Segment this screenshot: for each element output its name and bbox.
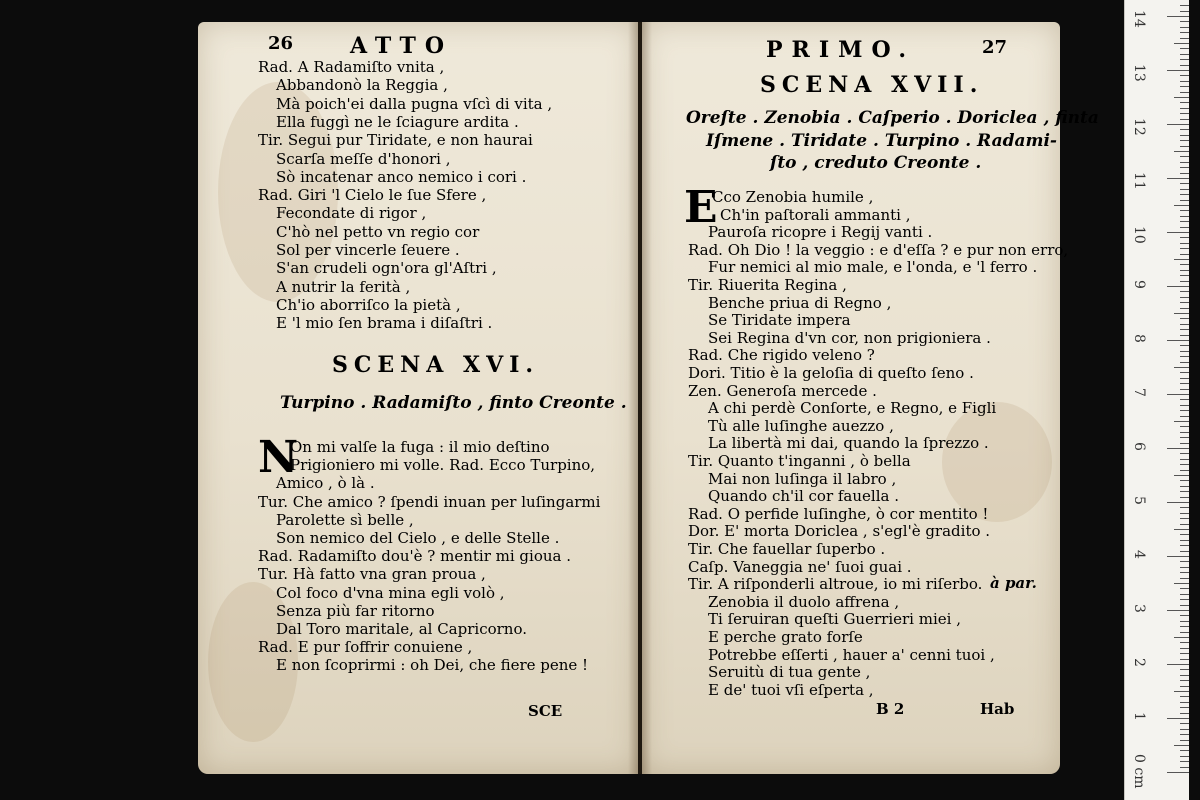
verse-line: Se Tiridate impera xyxy=(708,311,851,330)
ruler-tick xyxy=(1180,75,1189,76)
ruler-tick xyxy=(1180,680,1189,681)
ruler-tick xyxy=(1180,113,1189,114)
ruler-label: 9 xyxy=(1131,280,1147,289)
book-gutter xyxy=(628,22,652,774)
ruler-label: 0 cm xyxy=(1131,754,1147,789)
verse-line: Rad. Oh Dio ! la veggio : e d'eſſa ? e pur non erro, xyxy=(688,240,1069,259)
verse-line: Ella fuggì ne le ſciagure ardita . xyxy=(276,112,519,131)
ruler-tick xyxy=(1180,383,1189,384)
verse-line: Senza più far ritorno xyxy=(276,601,435,620)
ruler-tick xyxy=(1180,162,1189,163)
verse-line: Sol per vincerle ſeuere . xyxy=(276,241,460,259)
ruler-tick xyxy=(1180,669,1189,670)
ruler-label: 2 xyxy=(1131,658,1147,667)
ruler-tick xyxy=(1180,653,1189,654)
ruler-tick xyxy=(1180,216,1189,217)
ruler-tick xyxy=(1180,308,1189,309)
ruler-tick xyxy=(1180,756,1189,757)
right-catchword: Hab xyxy=(980,700,1015,718)
left-catchword: SCE xyxy=(528,702,563,720)
verse-line: Zen. Generoſa mercede . xyxy=(688,381,877,400)
right-page-number: 27 xyxy=(982,37,1008,58)
measurement-ruler xyxy=(1124,0,1189,800)
verse-line: Tir. Riuerita Regina , xyxy=(688,276,847,294)
ruler-tick xyxy=(1180,750,1189,751)
ruler-tick xyxy=(1167,286,1189,287)
verse-line: Mai non luſinga il labro , xyxy=(708,469,897,488)
ruler-tick xyxy=(1180,659,1189,660)
ruler-tick xyxy=(1180,761,1189,762)
ruler-tick xyxy=(1180,81,1189,82)
ruler-tick xyxy=(1180,86,1189,87)
verse-line: S'an crudeli ogn'ora gl'Aſtri , xyxy=(276,259,497,278)
verse-line: Parolette sì belle , xyxy=(276,510,414,529)
ruler-tick xyxy=(1167,394,1189,395)
verse-line: Tir. A riſponderli altroue, io mi riſerbo. xyxy=(688,575,983,594)
ruler-label: 10 xyxy=(1131,226,1147,244)
ruler-tick xyxy=(1180,335,1189,336)
ruler-tick xyxy=(1180,534,1189,535)
ruler-tick xyxy=(1167,124,1189,125)
ruler-tick xyxy=(1167,232,1189,233)
left-scene-title: SCENA XVI. xyxy=(332,352,540,378)
verse-line: Ch'in paſtorali ammanti , xyxy=(720,205,911,224)
ruler-tick xyxy=(1167,448,1189,449)
right-cast-line-2: Iſmene . Tiridate . Turpino . Radami- xyxy=(706,131,1057,151)
ruler-tick xyxy=(1180,248,1189,249)
ruler-tick xyxy=(1180,21,1189,22)
ruler-tick xyxy=(1167,772,1189,773)
verse-line: E de' tuoi vſi eſperta , xyxy=(708,680,874,699)
verse-line: Rad. E pur ſoffrir conuiene , xyxy=(258,638,473,657)
ruler-tick xyxy=(1174,745,1189,746)
ruler-tick xyxy=(1180,119,1189,120)
ruler-tick xyxy=(1174,43,1189,44)
aside-note: à par. xyxy=(990,574,1037,592)
ruler-tick xyxy=(1180,146,1189,147)
ruler-tick xyxy=(1180,11,1189,12)
ruler-tick xyxy=(1174,475,1189,476)
ruler-tick xyxy=(1180,572,1189,573)
signature-mark: B 2 xyxy=(876,700,905,718)
ruler-tick xyxy=(1180,626,1189,627)
ruler-tick xyxy=(1180,297,1189,298)
ruler-label: 4 xyxy=(1131,550,1147,559)
ruler-tick xyxy=(1180,302,1189,303)
ruler-label: 3 xyxy=(1131,604,1147,613)
ruler-tick xyxy=(1167,70,1189,71)
verse-line: Rad. O perfide luſinghe, ò cor mentito ! xyxy=(688,504,989,523)
right-running-head: PRIMO. xyxy=(766,37,916,63)
ruler-tick xyxy=(1180,356,1189,357)
right-cast-line-3: ſto , creduto Creonte . xyxy=(770,153,982,173)
ruler-tick xyxy=(1180,686,1189,687)
left-dropcap: N xyxy=(258,432,299,483)
verse-line: Seruitù di tua gente , xyxy=(708,663,871,682)
ruler-tick xyxy=(1180,723,1189,724)
ruler-tick xyxy=(1180,243,1189,244)
ruler-tick xyxy=(1180,416,1189,417)
ruler-tick xyxy=(1167,16,1189,17)
ruler-tick xyxy=(1180,59,1189,60)
ruler-tick xyxy=(1180,702,1189,703)
ruler-label: 7 xyxy=(1131,388,1147,397)
verse-line: Rad. Che rigido veleno ? xyxy=(688,346,875,365)
ruler-tick xyxy=(1180,194,1189,195)
ruler-tick xyxy=(1167,178,1189,179)
ruler-tick xyxy=(1180,345,1189,346)
ruler-tick xyxy=(1167,556,1189,557)
right-dropcap: E xyxy=(684,182,718,233)
ruler-tick xyxy=(1180,642,1189,643)
ruler-tick xyxy=(1180,551,1189,552)
ruler-tick xyxy=(1180,432,1189,433)
ruler-tick xyxy=(1174,97,1189,98)
ruler-label: 1 xyxy=(1131,712,1147,721)
ruler-tick xyxy=(1180,545,1189,546)
ruler-tick xyxy=(1180,437,1189,438)
ruler-tick xyxy=(1180,378,1189,379)
ruler-tick xyxy=(1180,291,1189,292)
ruler-tick xyxy=(1180,167,1189,168)
ruler-tick xyxy=(1180,372,1189,373)
ruler-tick xyxy=(1180,173,1189,174)
ruler-tick xyxy=(1180,507,1189,508)
verse-line: Sei Regina d'vn cor, non prigioniera . xyxy=(708,328,991,347)
ruler-tick xyxy=(1174,205,1189,206)
verse-line: Sò incatenar anco nemico i cori . xyxy=(276,167,527,186)
verse-line: Dor. E' morta Doriclea , s'egl'è gradito . xyxy=(688,522,991,541)
ruler-tick xyxy=(1180,443,1189,444)
ruler-tick xyxy=(1167,610,1189,611)
verse-line: Prigioniero mi volle. Rad. Ecco Turpino, xyxy=(290,456,596,475)
verse-line: Son nemico del Cielo , e delle Stelle . xyxy=(276,529,560,547)
verse-line: Ti ſeruiran queſti Guerrieri miei , xyxy=(708,610,961,629)
ruler-tick xyxy=(1180,621,1189,622)
ruler-tick xyxy=(1180,594,1189,595)
ruler-tick xyxy=(1180,588,1189,589)
ruler-tick xyxy=(1180,54,1189,55)
verse-line: Rad. Giri 'l Cielo le ſue Sfere , xyxy=(258,186,487,205)
ruler-tick xyxy=(1167,502,1189,503)
ruler-tick xyxy=(1180,65,1189,66)
ruler-tick xyxy=(1180,135,1189,136)
ruler-tick xyxy=(1180,740,1189,741)
verse-line: La libertà mi dai, quando la ſprezzo . xyxy=(708,434,989,453)
verse-line: Tir. Che fauellar ſuperbo . xyxy=(688,540,886,558)
ruler-tick xyxy=(1180,410,1189,411)
ruler-tick xyxy=(1180,605,1189,606)
left-running-head: ATTO xyxy=(350,33,453,59)
verse-line: A chi perdè Conſorte, e Regno, e Figli xyxy=(708,399,997,418)
ruler-tick xyxy=(1174,421,1189,422)
left-page-number: 26 xyxy=(268,33,294,54)
verse-line: Fecondate di rigor , xyxy=(276,204,427,223)
ruler-tick xyxy=(1180,32,1189,33)
ruler-label: 8 xyxy=(1131,334,1147,343)
ruler-label: 13 xyxy=(1131,64,1147,82)
verse-line: Tù alle luſinghe auezzo , xyxy=(708,416,894,435)
ruler-tick xyxy=(1180,524,1189,525)
ruler-tick xyxy=(1180,561,1189,562)
verse-line: E non ſcoprirmi : oh Dei, che fiere pene ! xyxy=(276,656,589,675)
ruler-tick xyxy=(1180,108,1189,109)
ruler-tick xyxy=(1180,38,1189,39)
ruler-tick xyxy=(1180,227,1189,228)
ruler-tick xyxy=(1180,615,1189,616)
verse-line: Tur. Che amico ? ſpendi inuan per luſingarmi xyxy=(258,492,601,511)
ruler-tick xyxy=(1180,578,1189,579)
ruler-tick xyxy=(1180,491,1189,492)
ruler-tick xyxy=(1174,637,1189,638)
right-scene-title: SCENA XVII. xyxy=(760,72,984,98)
ruler-tick xyxy=(1180,729,1189,730)
verse-line: Potrebbe eſſerti , hauer a' cenni tuoi , xyxy=(708,645,995,664)
ruler-tick xyxy=(1180,27,1189,28)
verse-line: Tir. Quanto t'inganni , ò bella xyxy=(688,452,911,470)
ruler-tick xyxy=(1180,254,1189,255)
ruler-label: 5 xyxy=(1131,496,1147,505)
ruler-tick xyxy=(1174,529,1189,530)
right-cast-line-1: Oreſte . Zenobia . Caſperio . Doriclea , finta xyxy=(686,108,1099,128)
ruler-tick xyxy=(1180,48,1189,49)
ruler-label: 11 xyxy=(1131,172,1147,190)
verse-line: Amico , ò là . xyxy=(276,474,375,493)
ruler-tick xyxy=(1180,518,1189,519)
verse-line: Caſp. Vaneggia ne' ſuoi guai . xyxy=(688,557,912,576)
ruler-tick xyxy=(1180,632,1189,633)
verse-line: Mà poich'ei dalla pugna vſcì di vita , xyxy=(276,94,553,113)
ruler-tick xyxy=(1180,713,1189,714)
ruler-tick xyxy=(1180,480,1189,481)
ruler-tick xyxy=(1167,718,1189,719)
ruler-tick xyxy=(1180,156,1189,157)
ruler-tick xyxy=(1180,648,1189,649)
verse-line: E 'l mio ſen brama i diſaſtri . xyxy=(276,314,493,333)
ruler-label: 12 xyxy=(1131,118,1147,136)
verse-line: Quando ch'il cor fauella . xyxy=(708,487,899,506)
ruler-tick xyxy=(1180,459,1189,460)
ruler-tick xyxy=(1180,389,1189,390)
left-cast-list: Turpino . Radamiſto , finto Creonte . xyxy=(280,393,627,413)
ruler-tick xyxy=(1180,5,1189,6)
verse-line: Rad. A Radamiſto vnita , xyxy=(258,58,445,76)
verse-line: C'hò nel petto vn regio cor xyxy=(276,222,480,241)
ruler-tick xyxy=(1180,318,1189,319)
ruler-tick xyxy=(1180,183,1189,184)
verse-line: Tur. Hà fatto vna gran proua , xyxy=(258,565,486,584)
verse-line: Fur nemici al mio male, e l'onda, e 'l ferro . xyxy=(708,258,1038,277)
ruler-tick xyxy=(1180,210,1189,211)
verse-line: Col foco d'vna mina egli volò , xyxy=(276,583,505,602)
ruler-tick xyxy=(1180,362,1189,363)
ruler-tick xyxy=(1180,707,1189,708)
verse-line: Abbandonò la Reggia , xyxy=(276,76,448,95)
verse-line: Ch'io aborriſco la pietà , xyxy=(276,295,461,314)
ruler-tick xyxy=(1180,470,1189,471)
ruler-tick xyxy=(1180,599,1189,600)
ruler-tick xyxy=(1180,464,1189,465)
ruler-label: 14 xyxy=(1131,10,1147,28)
ruler-tick xyxy=(1180,405,1189,406)
ruler-tick xyxy=(1180,399,1189,400)
ruler-tick xyxy=(1180,767,1189,768)
ruler-tick xyxy=(1174,691,1189,692)
verse-line: Dori. Titio è la geloſia di queſto ſeno . xyxy=(688,364,974,382)
ruler-tick xyxy=(1180,129,1189,130)
ruler-tick xyxy=(1180,275,1189,276)
ruler-tick xyxy=(1180,324,1189,325)
ruler-tick xyxy=(1180,486,1189,487)
verse-line: Rad. Radamiſto dou'è ? mentir mi gioua . xyxy=(258,547,572,566)
ruler-tick xyxy=(1180,351,1189,352)
verse-line: Benche priua di Regno , xyxy=(708,293,892,312)
ruler-tick xyxy=(1180,140,1189,141)
ruler-tick xyxy=(1180,540,1189,541)
ruler-tick xyxy=(1174,583,1189,584)
ruler-tick xyxy=(1167,340,1189,341)
ruler-tick xyxy=(1180,189,1189,190)
ruler-tick xyxy=(1180,92,1189,93)
ruler-tick xyxy=(1174,313,1189,314)
ruler-tick xyxy=(1167,664,1189,665)
verse-line: A nutrir la ferità , xyxy=(276,277,411,296)
verse-line: On mi valſe la fuga : il mio deſtino xyxy=(290,438,550,456)
verse-line: Cco Zenobia humile , xyxy=(712,188,874,206)
ruler-tick xyxy=(1180,102,1189,103)
ruler-label: 6 xyxy=(1131,442,1147,451)
verse-line: Pauroſa ricopre i Regij vanti . xyxy=(708,223,933,242)
ruler-tick xyxy=(1180,281,1189,282)
ruler-tick xyxy=(1180,221,1189,222)
ruler-tick xyxy=(1174,259,1189,260)
verse-line: Tir. Segui pur Tiridate, e non haurai xyxy=(258,131,533,150)
ruler-tick xyxy=(1180,200,1189,201)
ruler-tick xyxy=(1180,734,1189,735)
ruler-tick xyxy=(1180,270,1189,271)
ruler-tick xyxy=(1174,367,1189,368)
verse-line: Scarſa meſſe d'honori , xyxy=(276,149,451,168)
verse-line: Dal Toro maritale, al Capricorno. xyxy=(276,620,527,638)
ruler-tick xyxy=(1180,513,1189,514)
ruler-tick xyxy=(1180,497,1189,498)
ruler-tick xyxy=(1180,675,1189,676)
verse-line: Zenobia il duolo affrena , xyxy=(708,592,900,611)
ruler-tick xyxy=(1180,237,1189,238)
ruler-tick xyxy=(1180,329,1189,330)
ruler-tick xyxy=(1180,696,1189,697)
ruler-tick xyxy=(1180,426,1189,427)
verse-line: E perche grato forſe xyxy=(708,628,863,646)
ruler-tick xyxy=(1180,264,1189,265)
ruler-tick xyxy=(1174,151,1189,152)
ruler-tick xyxy=(1180,453,1189,454)
ruler-tick xyxy=(1180,567,1189,568)
